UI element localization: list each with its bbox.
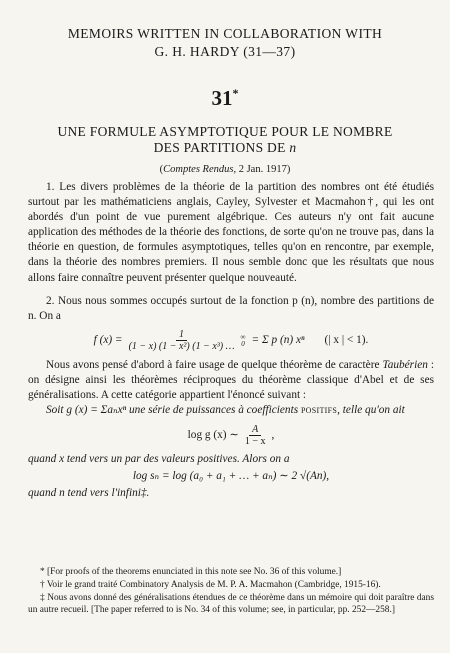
paper-number xyxy=(0,86,450,111)
theorem-part-1: Soit g (x) = Σaₙxⁿ une série de puissances à coefficients xyxy=(46,404,301,417)
eq-numerator: 1 xyxy=(176,329,187,341)
eq1-fraction xyxy=(245,424,266,447)
paper-number-value: 31 xyxy=(211,86,233,110)
equation-log-s: log sₙ = log (a₀ + a₁ + … + aₙ) ∼ 2 √(An), xyxy=(132,470,330,483)
paragraph-2: 2. Nous nous sommes occupés surtout de la fonction p (n), nombre des partitions de n. On a xyxy=(28,294,434,322)
eq-denominator: (1 − x) (1 − x²) (1 − x³) … xyxy=(128,341,235,353)
eq1-lhs: log g (x) ∼ xyxy=(187,428,239,441)
para3-part-b: : on désigne ainsi les théorèmes réciproques du théorème classique d'Abel et de ses généralisations. A cette catégorie appartient l'énoncé suivant : xyxy=(28,358,435,402)
positifs-word: positifs xyxy=(300,404,338,417)
footnote-2: † Voir le grand traité Combinatory Analysis de M. P. A. Macmahon (Cambridge, 1915-16). xyxy=(40,580,381,590)
tauberian-term: Taubérien xyxy=(382,358,428,371)
footnote-1: * [For proofs of the theorems enunciated in this note see No. 36 of this volume.] xyxy=(40,567,342,577)
paper-number-mark: * xyxy=(232,86,239,100)
journal-name: Comptes Rendus xyxy=(163,164,234,175)
para3-part-a: Nous avons pensé d'abord à faire usage de quelque théorème de caractère xyxy=(46,358,383,371)
sum-upper: ∞ xyxy=(240,332,246,341)
theorem-part-4: quand n tend vers l'infini‡. xyxy=(28,487,150,500)
paragraph-1: 1. Les divers problèmes de la théorie de la partition des nombres ont été étudiés surtout par les mathématiciens anglais, Cayley, Sylvester et Macmahon†, qui les ont abordés d'un point de vue purement algébrique. Ces auteurs n'y ont fait aucune application des méthodes de la théorie des fonctions, de sorte qu'on ne trouve pas, dans la théorie en question, de formules asymptotiques, telles qu'on en rencontre, par exemple, dans la théorie des nombres premiers. Il nous semble donc que les résultats que nous allons faire connaître peuvent présenter quelque nouveauté. xyxy=(28,181,434,284)
publication-info: (Comptes Rendus, 2 Jan. 1917) xyxy=(159,164,291,175)
eq-fraction xyxy=(129,329,235,352)
title-line-1: UNE FORMULE ASYMPTOTIQUE POUR LE NOMBRE xyxy=(57,124,393,139)
title-variable: n xyxy=(289,140,297,155)
paragraph-3 xyxy=(28,358,434,403)
sum-lower: 0 xyxy=(241,339,245,348)
footnotes xyxy=(28,566,434,617)
publication-date: , 2 Jan. 1917 xyxy=(233,164,287,175)
eq1-end: , xyxy=(271,428,275,441)
running-header xyxy=(0,25,450,61)
eq1-numerator: A xyxy=(249,424,261,436)
equation-log-g xyxy=(28,418,434,452)
paper-title xyxy=(0,124,450,156)
title-line-2 xyxy=(0,140,450,156)
eq1-denominator: 1 − x xyxy=(244,435,266,447)
eq-sum: = Σ p (n) xⁿ xyxy=(251,334,305,347)
theorem-part-3: quand x tend vers un par des valeurs positives. Alors on a xyxy=(28,453,290,466)
theorem-statement xyxy=(28,403,434,418)
theorem-part-2: , telle qu'on ait xyxy=(337,404,405,417)
footnote-3: ‡ Nous avons donné des généralisations étendues de ce théorème dans un mémoire qui doit paraître dans un autre recueil. [The paper referred to is No. 34 of this volume; see, in particular, pp. 252—258.] xyxy=(28,593,434,615)
title-line-2-prefix: DES PARTITIONS DE xyxy=(153,140,290,155)
eq-lhs: f (x) = xyxy=(93,334,123,347)
header-line-2: G. H. HARDY (31—37) xyxy=(154,44,296,59)
equation-generating-function xyxy=(28,324,434,358)
body-text xyxy=(28,180,434,502)
eq-condition: (| x | < 1). xyxy=(324,334,369,347)
header-line-1: MEMOIRS WRITTEN IN COLLABORATION WITH xyxy=(67,26,383,41)
sum-limits xyxy=(241,334,246,348)
